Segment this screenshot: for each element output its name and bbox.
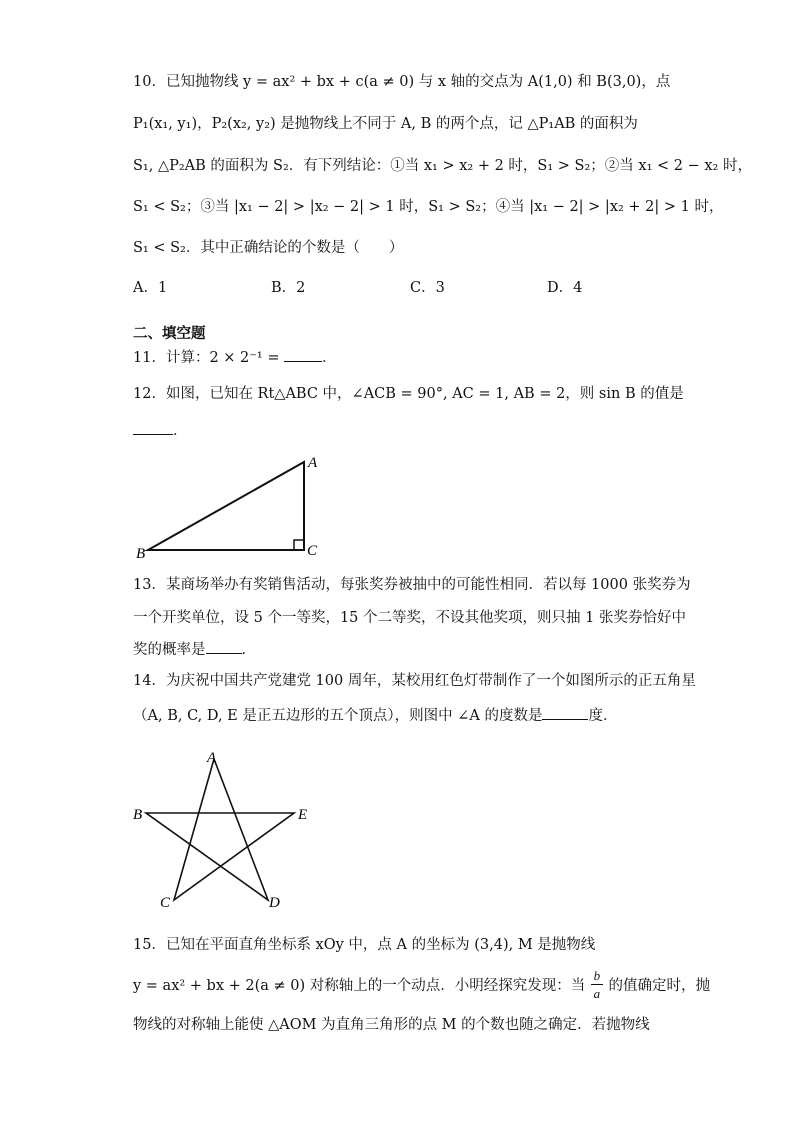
q15-fraction xyxy=(590,968,604,1001)
section-title: 二、填空题 xyxy=(133,325,206,342)
q10-line-1: 10．已知抛物线 y = ax² + bx + c(a ≠ 0) 与 x 轴的交点为 A(1,0) 和 B(3,0)，点 xyxy=(133,74,671,90)
q12-answer-line xyxy=(133,420,188,441)
q13-line-2: 一个开奖单位，设 5 个一等奖，15 个二等奖，不设其他奖项，则只抽 1 张奖券恰好中 xyxy=(133,610,686,626)
q13-line-3 xyxy=(133,639,256,660)
q11-line xyxy=(133,347,337,368)
q10-line-2: P₁(x₁, y₁)，P₂(x₂, y₂) 是抛物线上不同于 A, B 的两个点，记 △P₁AB 的面积为 xyxy=(133,116,638,132)
q12-end: ． xyxy=(173,423,188,439)
q13-end: ． xyxy=(241,642,256,658)
q14-text: （A, B, C, D, E 是正五边形的五个顶点），则图中 ∠A 的度数是 xyxy=(133,708,543,724)
q14-answer-blank xyxy=(542,705,588,720)
q10-line-4: S₁ < S₂；③当 |x₁ − 2| > |x₂ − 2| > 1 时，S₁ > S₂；④当 |x₁ − 2| > |x₂ + 2| > 1 时， xyxy=(133,199,724,215)
q13-text: 奖的概率是 xyxy=(133,642,206,658)
q12-answer-blank xyxy=(133,420,173,435)
q14-end: 度． xyxy=(588,708,618,724)
q12-triangle-figure xyxy=(130,448,330,566)
q12-line: 12．如图，已知在 Rt△ABC 中，∠ACB = 90°, AC = 1, AB = 2，则 sin B 的值是 xyxy=(133,386,684,402)
q15-text-b: 的值确定时，抛 xyxy=(608,978,710,994)
q14-line-1: 14．为庆祝中国共产党建党 100 周年，某校用红色灯带制作了一个如图所示的正五角星 xyxy=(133,673,696,689)
q15-line-1: 15．已知在平面直角坐标系 xOy 中，点 A 的坐标为 (3,4), M 是抛物线 xyxy=(133,937,596,953)
star-label-e: E xyxy=(298,807,308,823)
q10-line-3: S₁, △P₂AB 的面积为 S₂．有下列结论：①当 x₁ > x₂ + 2 时，S₁ > S₂；②当 x₁ < 2 − x₂ 时， xyxy=(133,158,752,174)
option-b: B．2 xyxy=(271,280,306,296)
q13-line-1: 13．某商场举办有奖销售活动，每张奖券被抽中的可能性相同．若以每 1000 张奖券为 xyxy=(133,577,691,593)
q11-answer-blank xyxy=(284,347,322,362)
q11-end: ． xyxy=(322,350,337,366)
label-c: C xyxy=(307,543,318,559)
q13-answer-blank xyxy=(206,639,242,654)
star-label-d: D xyxy=(269,895,280,911)
q10-line-5: S₁ < S₂．其中正确结论的个数是（ ） xyxy=(133,240,404,256)
option-a: A．1 xyxy=(133,280,168,296)
option-c: C．3 xyxy=(410,280,445,296)
option-d: D．4 xyxy=(547,280,583,296)
q14-star-figure xyxy=(128,745,328,915)
label-b: B xyxy=(136,546,146,562)
star-label-b: B xyxy=(133,807,143,823)
fraction-numerator: b xyxy=(593,968,601,983)
q15-text-a: y = ax² + bx + 2(a ≠ 0) 对称轴上的一个动点．小明经探究发现：当 xyxy=(133,978,586,994)
q11-text: 11．计算：2 × 2⁻¹ = xyxy=(133,350,280,366)
label-a: A xyxy=(308,455,318,471)
star-label-a: A xyxy=(207,750,217,766)
q14-line-2 xyxy=(133,705,617,726)
q15-line-3: 物线的对称轴上能使 △AOM 为直角三角形的点 M 的个数也随之确定．若抛物线 xyxy=(133,1017,650,1033)
star-label-c: C xyxy=(160,895,171,911)
fraction-denominator: a xyxy=(593,986,601,1001)
q15-line-2 xyxy=(133,968,710,1001)
